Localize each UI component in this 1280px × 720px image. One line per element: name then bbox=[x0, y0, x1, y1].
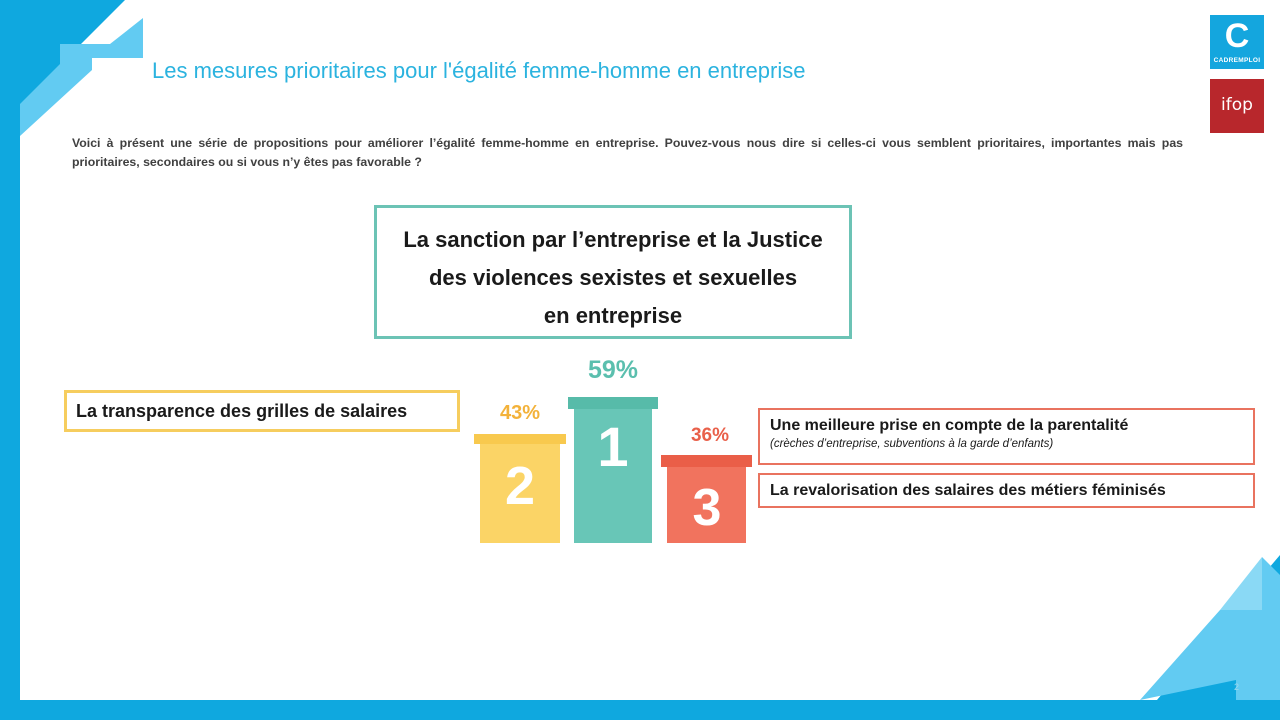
first-place-line-3: en entreprise bbox=[543, 303, 683, 328]
third-place-percentage: 36% bbox=[690, 425, 730, 446]
page-title: Les mesures prioritaires pour l'égalité femme-homme en entreprise bbox=[152, 58, 806, 83]
podium-rank-2: 2 bbox=[504, 456, 536, 516]
podium-rank-3: 3 bbox=[692, 479, 722, 537]
first-place-percentage: 59% bbox=[587, 356, 639, 384]
first-place-line-1: La sanction par l’entreprise et la Justice bbox=[403, 227, 823, 252]
podium-step-3-top bbox=[661, 455, 752, 467]
page-number: 2 bbox=[1234, 682, 1240, 692]
ifop-logo-text: ifop bbox=[1221, 95, 1253, 115]
podium-step-2-top bbox=[474, 434, 566, 444]
third-place-box-salaires: La revalorisation des salaires des métiers féminisés bbox=[758, 473, 1255, 508]
podium-rank-1: 1 bbox=[597, 415, 629, 478]
first-place-line-2: des violences sexistes et sexuelles bbox=[428, 265, 798, 290]
podium-step-1-top bbox=[568, 397, 658, 409]
third-place-parentalite-detail: (crèches d’entreprise, subventions à la garde d’enfants) bbox=[770, 438, 1054, 450]
second-place-percentage: 43% bbox=[499, 402, 541, 424]
survey-question: Voici à présent une série de propositions pour améliorer l’égalité femme-homme en entreprise. Pouvez-vous nous dire si celles-ci vous semblent prioritaires, importantes mais pas prioritaires, secondaires ou si vous n’y êtes pas favorable ? bbox=[72, 136, 1183, 169]
cadremploi-logo-text: CADREMPLOI bbox=[1213, 57, 1261, 64]
third-place-parentalite-title: Une meilleure prise en compte de la parentalité bbox=[770, 417, 1129, 434]
cadremploi-logo-glyph: C bbox=[1224, 17, 1250, 55]
second-place-box: La transparence des grilles de salaires bbox=[64, 390, 460, 432]
